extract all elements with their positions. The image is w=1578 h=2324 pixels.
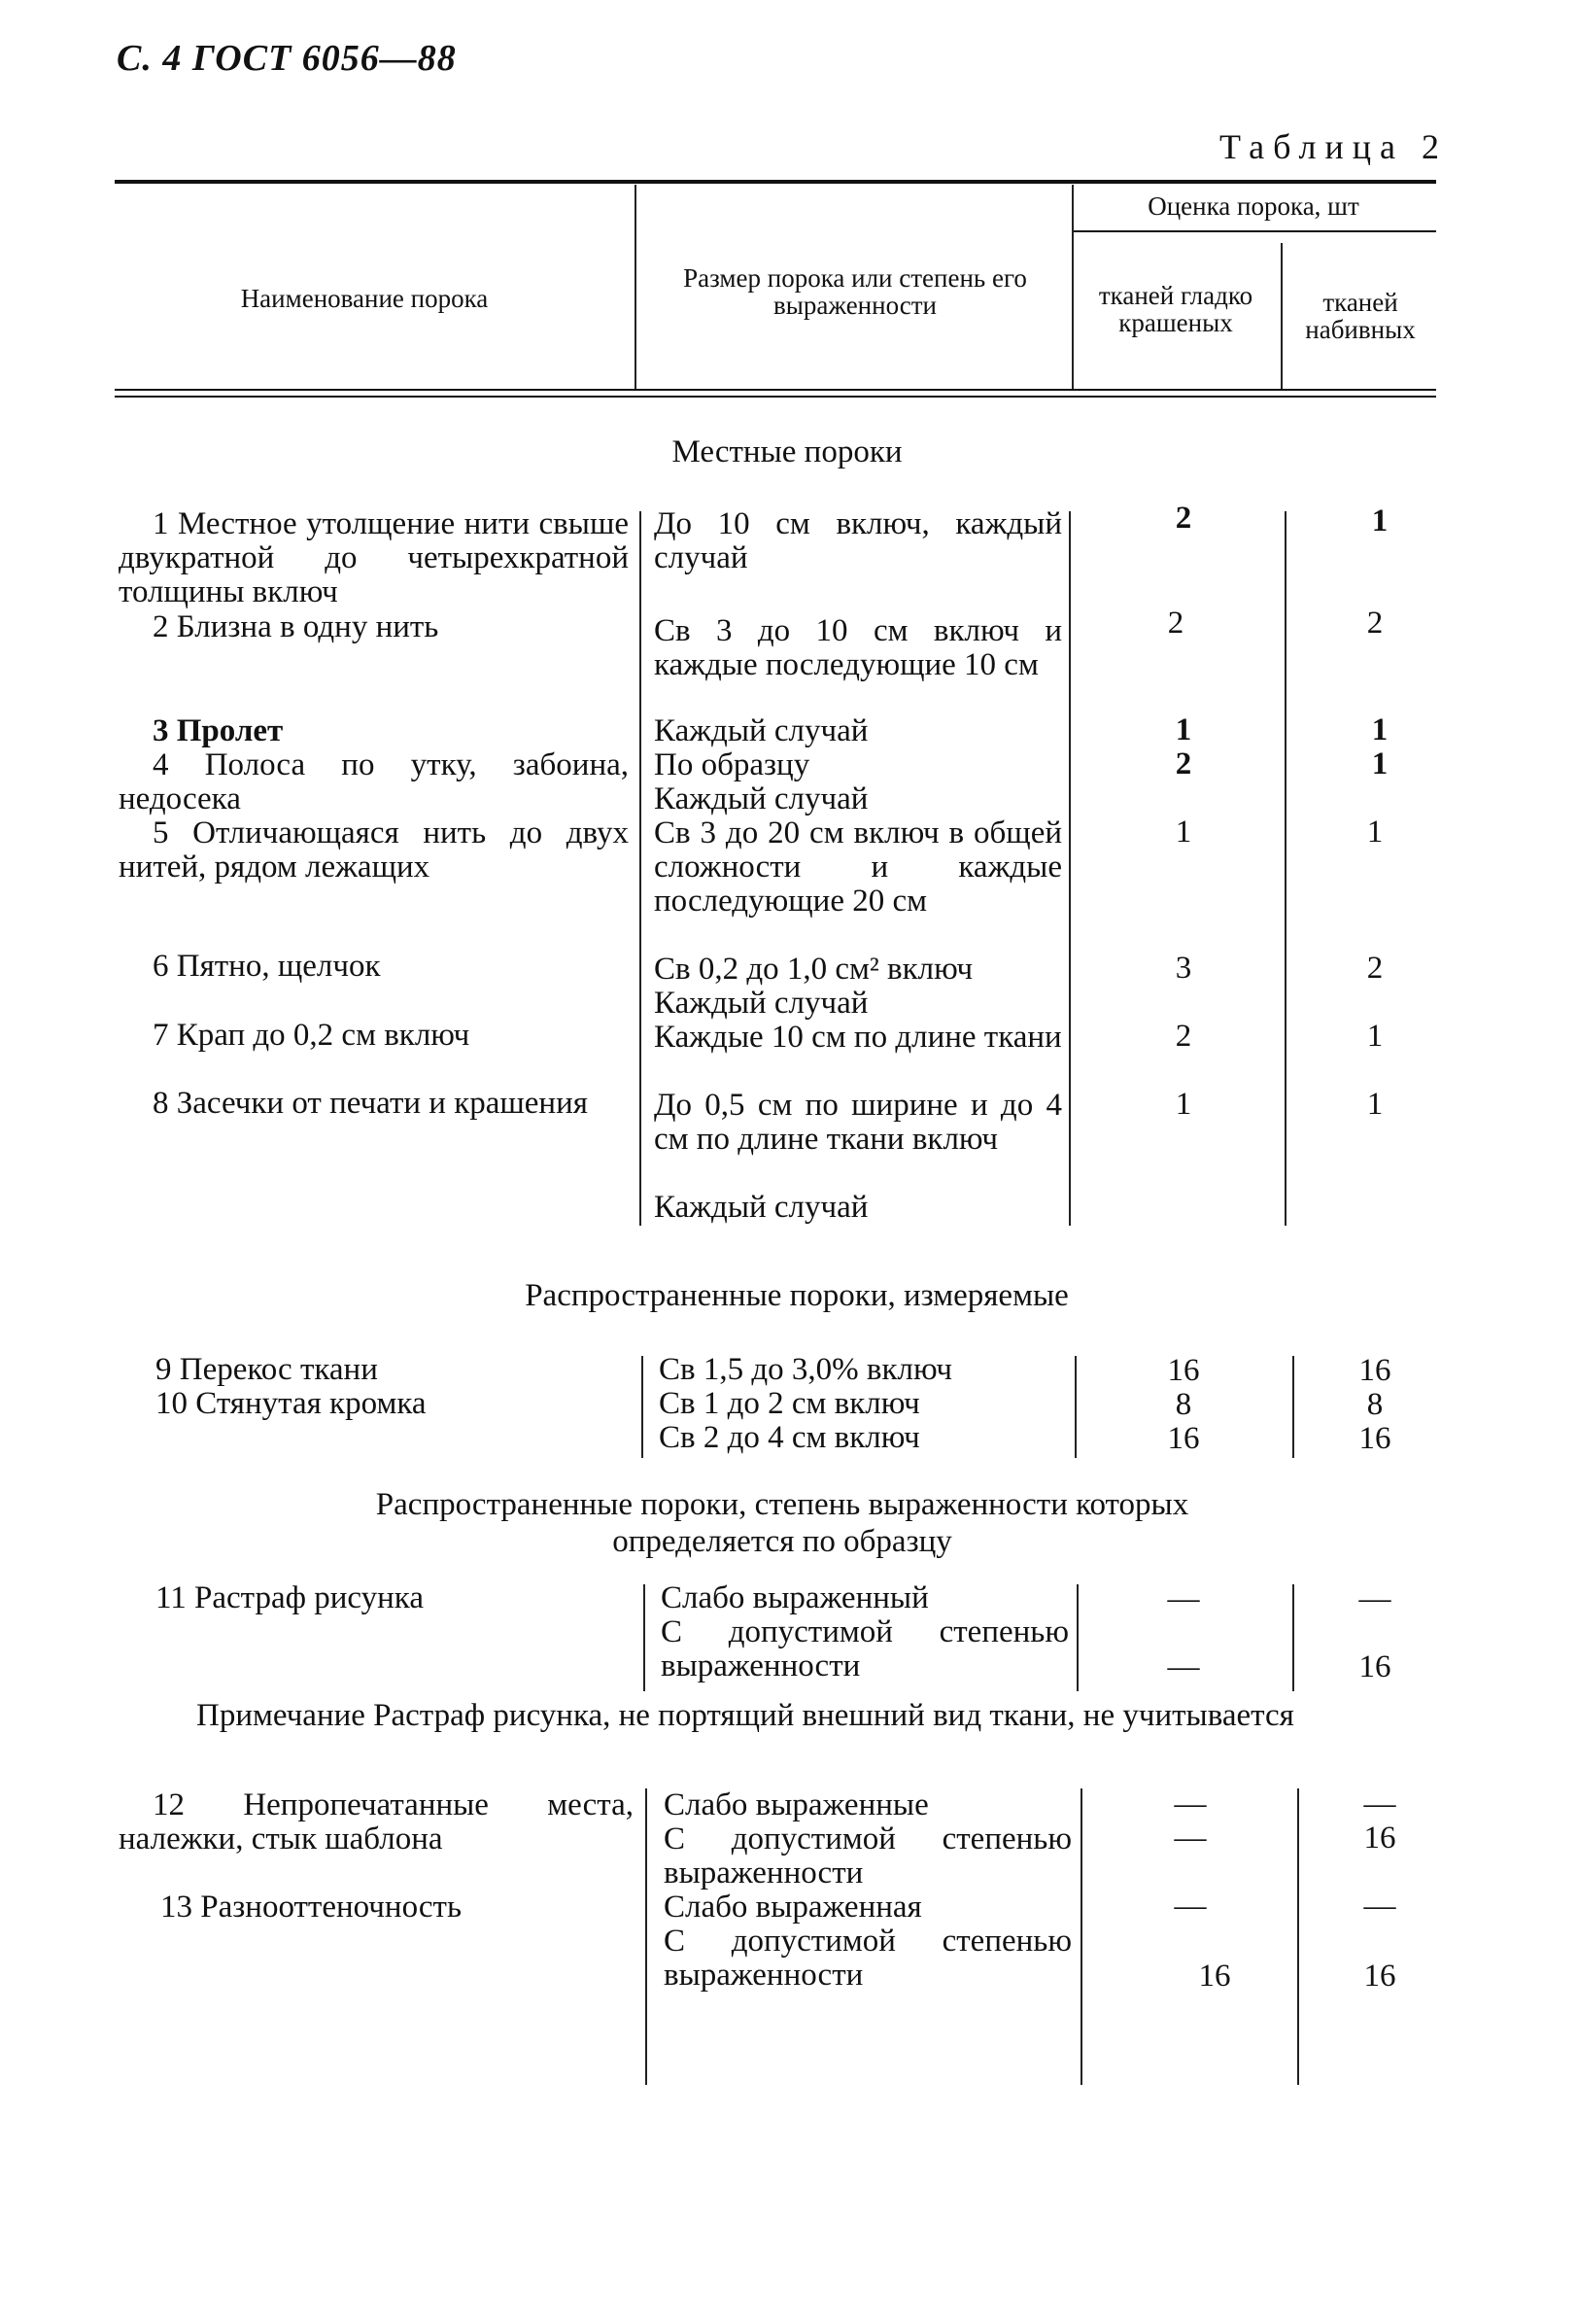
- row-13-size: Слабо выраженная: [664, 1890, 922, 1925]
- header-dyed: тканей гладко крашеных: [1098, 281, 1253, 338]
- row-3-dyed: 1: [1175, 712, 1192, 747]
- row-9-dyed: 16: [1167, 1353, 1200, 1388]
- row-12-printed: —: [1363, 1786, 1396, 1821]
- row-13-dyed: —: [1174, 1889, 1207, 1924]
- row-10b-dyed: 16: [1167, 1421, 1200, 1456]
- s1-divider-3: [1285, 511, 1286, 1226]
- row-10-name: 10 Стянутая кромка: [155, 1386, 427, 1421]
- row-4-dyed: 2: [1175, 746, 1192, 781]
- row-12b-dyed: —: [1174, 1821, 1207, 1856]
- row-8-dyed: 1: [1175, 1087, 1192, 1122]
- row-6-printed: 2: [1366, 951, 1384, 986]
- row-11b-size: С допустимой степенью выраженности: [661, 1614, 1069, 1683]
- row-6-name: 6 Пятно, щелчок: [153, 949, 381, 984]
- header-bottom-rule: [115, 389, 1436, 391]
- row-10b-size: Св 2 до 4 см включ: [659, 1420, 920, 1455]
- s3a-divider-3: [1292, 1584, 1294, 1691]
- row-6-dyed: 3: [1175, 951, 1192, 986]
- row-4-size: По образцу: [654, 747, 810, 782]
- row-1-size: До 10 см включ, каждый случай: [654, 506, 1062, 575]
- row-12b-size: С допустимой степенью выраженности: [664, 1821, 1072, 1890]
- header-divider-2: [1072, 185, 1074, 389]
- row-6-size: Св 0,2 до 1,0 см² включ: [654, 952, 974, 987]
- row-5-dyed: 1: [1175, 815, 1192, 850]
- row-11b-dyed: —: [1167, 1649, 1200, 1684]
- row-11-name: 11 Растраф рисунка: [155, 1580, 424, 1615]
- score-header-rule: [1072, 230, 1436, 232]
- row-11-size: Слабо выраженный: [661, 1580, 929, 1615]
- row-10-size: Св 1 до 2 см включ: [659, 1386, 920, 1421]
- row-3-name: 3 Пролет: [153, 713, 284, 748]
- s3a-divider-1: [643, 1584, 645, 1691]
- s1-divider-1: [639, 511, 641, 1226]
- row-10-dyed: 8: [1175, 1387, 1192, 1422]
- header-size: Размер порока или степень его выраженности: [683, 263, 1027, 321]
- row-5-size: Св 3 до 20 см включ в общей сложности и каждые последующие 20 см: [654, 815, 1062, 919]
- s3b-divider-2: [1081, 1788, 1082, 2085]
- row-10-printed: 8: [1366, 1387, 1384, 1422]
- row-4-printed: 1: [1371, 746, 1389, 781]
- row-7-size: Каждые 10 см по длине ткани: [654, 1020, 1062, 1055]
- header-divider-3: [1281, 243, 1283, 389]
- row-13b-printed: 16: [1363, 1959, 1396, 1994]
- row-4-size-2: Каждый случай: [654, 781, 869, 816]
- header-name: Наименование порока: [240, 284, 489, 313]
- row-2-printed: 2: [1366, 606, 1384, 641]
- header-bottom-rule-2: [115, 396, 1436, 398]
- row-9-printed: 16: [1358, 1353, 1391, 1388]
- row-13b-size: С допустимой степенью выраженности: [664, 1924, 1072, 1993]
- s3a-divider-2: [1077, 1584, 1079, 1691]
- row-11-printed: —: [1358, 1581, 1391, 1616]
- row-7-name: 7 Крап до 0,2 см включ: [153, 1018, 470, 1053]
- row-12-size: Слабо выраженные: [664, 1787, 929, 1822]
- row-10b-printed: 16: [1358, 1421, 1391, 1456]
- s3b-divider-3: [1297, 1788, 1299, 2085]
- row-1-name: 1 Местное утолщение нити свыше двукратной до четырехкратной толщины включ: [119, 506, 629, 609]
- table-label: Таблица 2: [1219, 127, 1448, 166]
- row-12b-printed: 16: [1363, 1821, 1396, 1856]
- table-note: Примечание Растраф рисунка, не портящий внешний вид ткани, не учитывается: [196, 1698, 1294, 1733]
- row-12-dyed: —: [1174, 1786, 1207, 1821]
- row-12-name: 12 Непропечатанные места, належки, стык шаблона: [119, 1787, 634, 1856]
- row-5-name: 5 Отличающаяся нить до двух нитей, рядом лежащих: [119, 815, 629, 885]
- section-title-sample: Распространенные пороки, степень выраженности которых определяется по образцу: [375, 1487, 1189, 1559]
- s3b-divider-1: [645, 1788, 647, 2085]
- s2-divider-3: [1292, 1356, 1294, 1458]
- row-13-printed: —: [1363, 1889, 1396, 1924]
- page-header: С. 4 ГОСТ 6056—88: [117, 38, 457, 79]
- row-8-name: 8 Засечки от печати и крашения: [153, 1086, 588, 1121]
- header-printed: тканей набивных: [1305, 288, 1416, 345]
- row-6-size-2: Каждый случай: [654, 986, 869, 1021]
- row-13b-dyed: 16: [1198, 1959, 1231, 1994]
- section-title-local: Местные пороки: [671, 434, 903, 469]
- row-3-printed: 1: [1371, 712, 1389, 747]
- row-8-size-2: Каждый случай: [654, 1190, 869, 1225]
- table-top-rule: [115, 180, 1436, 184]
- header-score: Оценка порока, шт: [1148, 191, 1359, 221]
- row-5-printed: 1: [1366, 815, 1384, 850]
- header-divider-1: [635, 185, 636, 389]
- row-9-name: 9 Перекос ткани: [155, 1352, 378, 1387]
- row-13-name: 13 Разнооттеночность: [160, 1890, 463, 1925]
- row-8-size: До 0,5 см по ширине и до 4 см по длине ткани включ: [654, 1088, 1062, 1157]
- row-3-size: Каждый случай: [654, 713, 869, 748]
- s1-divider-2: [1069, 511, 1071, 1226]
- row-1-printed: 1: [1371, 503, 1389, 538]
- row-2-name: 2 Близна в одну нить: [153, 609, 439, 644]
- row-7-dyed: 2: [1175, 1019, 1192, 1054]
- section-title-measured: Распространенные пороки, измеряемые: [525, 1278, 1069, 1313]
- row-2-size: Св 3 до 10 см включ и каждые последующие 10 см: [654, 613, 1062, 682]
- row-8-printed: 1: [1366, 1087, 1384, 1122]
- row-11-dyed: —: [1167, 1581, 1200, 1616]
- row-7-printed: 1: [1366, 1019, 1384, 1054]
- row-4-name: 4 Полоса по утку, забоина, недосека: [119, 747, 629, 816]
- row-9-size: Св 1,5 до 3,0% включ: [659, 1352, 952, 1387]
- row-11b-printed: 16: [1358, 1649, 1391, 1684]
- row-2-dyed: 2: [1167, 606, 1184, 641]
- row-1-dyed: 2: [1175, 501, 1192, 536]
- s2-divider-2: [1075, 1356, 1077, 1458]
- s2-divider-1: [641, 1356, 643, 1458]
